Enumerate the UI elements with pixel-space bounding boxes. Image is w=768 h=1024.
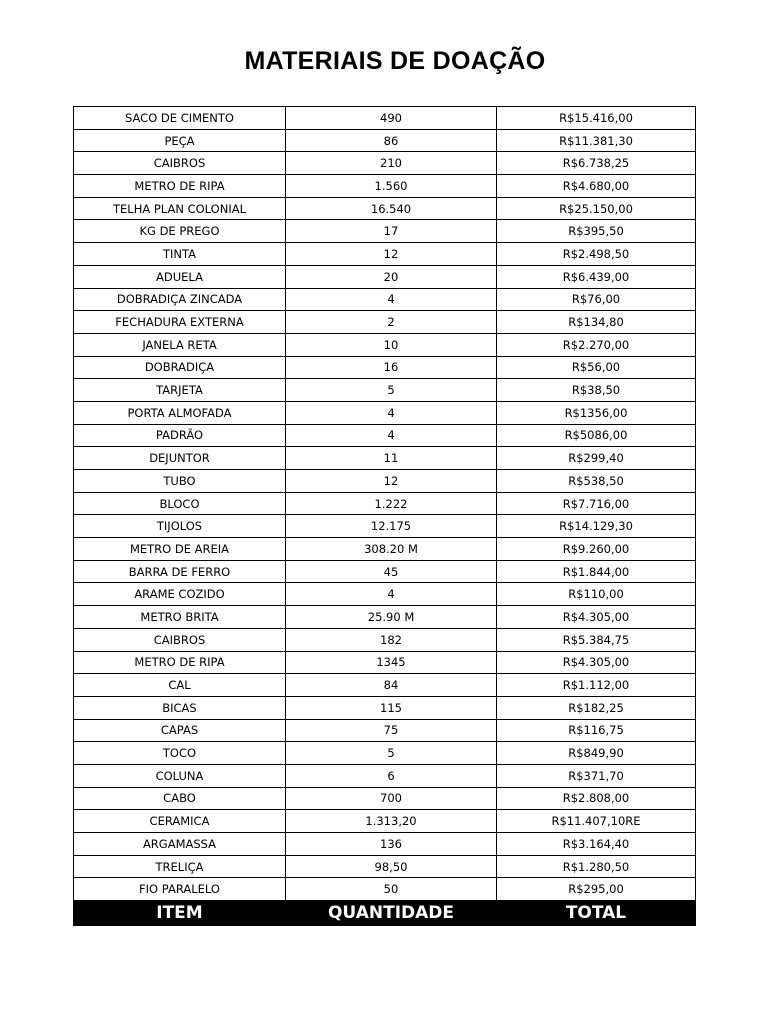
table-row — [74, 583, 696, 606]
total-cell: R$11.407,10RE — [497, 810, 696, 833]
quantity-cell: 98,50 — [286, 855, 497, 878]
total-cell: R$4.305,00 — [497, 606, 696, 629]
quantity-cell: 2 — [286, 311, 497, 334]
table-row — [74, 333, 696, 356]
table-row — [74, 628, 696, 651]
table-row — [74, 470, 696, 493]
item-cell: TRELIÇA — [74, 855, 286, 878]
table-row — [74, 356, 696, 379]
total-cell: R$76,00 — [497, 288, 696, 311]
total-cell: R$295,00 — [497, 878, 696, 901]
total-cell: R$1.112,00 — [497, 674, 696, 697]
quantity-cell: 20 — [286, 265, 497, 288]
total-cell: R$2.498,50 — [497, 243, 696, 266]
total-cell: R$299,40 — [497, 447, 696, 470]
quantity-cell: 10 — [286, 333, 497, 356]
table-row — [74, 833, 696, 856]
total-cell: R$5.384,75 — [497, 628, 696, 651]
table-row — [74, 560, 696, 583]
materials-table — [73, 106, 696, 926]
quantity-cell: 84 — [286, 674, 497, 697]
item-cell: PORTA ALMOFADA — [74, 401, 286, 424]
quantity-cell: 115 — [286, 696, 497, 719]
quantity-cell: 16 — [286, 356, 497, 379]
total-cell: R$56,00 — [497, 356, 696, 379]
total-cell: R$4.305,00 — [497, 651, 696, 674]
total-cell: R$15.416,00 — [497, 107, 696, 130]
quantity-cell: 136 — [286, 833, 497, 856]
total-cell: R$14.129,30 — [497, 515, 696, 538]
table-row — [74, 243, 696, 266]
quantity-cell: 86 — [286, 129, 497, 152]
item-cell: CAL — [74, 674, 286, 697]
table-row — [74, 674, 696, 697]
table-row — [74, 197, 696, 220]
item-cell: DEJUNTOR — [74, 447, 286, 470]
table-row — [74, 719, 696, 742]
table-row — [74, 288, 696, 311]
table-row — [74, 538, 696, 561]
total-cell: R$6.738,25 — [497, 152, 696, 175]
item-cell: METRO DE RIPA — [74, 651, 286, 674]
item-cell: TARJETA — [74, 379, 286, 402]
total-cell: R$849,90 — [497, 742, 696, 765]
quantity-cell: 490 — [286, 107, 497, 130]
item-cell: DOBRADIÇA ZINCADA — [74, 288, 286, 311]
item-cell: BICAS — [74, 696, 286, 719]
quantity-cell: 4 — [286, 288, 497, 311]
quantity-cell: 12.175 — [286, 515, 497, 538]
quantity-cell: 75 — [286, 719, 497, 742]
quantity-cell: 4 — [286, 583, 497, 606]
total-cell: R$1356,00 — [497, 401, 696, 424]
table-row — [74, 787, 696, 810]
total-cell: R$1.844,00 — [497, 560, 696, 583]
table-row — [74, 492, 696, 515]
quantity-cell: 1.313,20 — [286, 810, 497, 833]
table-row — [74, 220, 696, 243]
total-cell: R$25.150,00 — [497, 197, 696, 220]
quantity-cell: 16.540 — [286, 197, 497, 220]
total-cell: R$116,75 — [497, 719, 696, 742]
table-row — [74, 175, 696, 198]
total-cell: R$2.270,00 — [497, 333, 696, 356]
item-cell: BARRA DE FERRO — [74, 560, 286, 583]
quantity-cell: 12 — [286, 243, 497, 266]
table-row — [74, 742, 696, 765]
item-cell: METRO DE RIPA — [74, 175, 286, 198]
quantity-cell: 50 — [286, 878, 497, 901]
quantity-cell: 308.20 M — [286, 538, 497, 561]
table-row — [74, 447, 696, 470]
total-cell: R$538,50 — [497, 470, 696, 493]
total-cell: R$395,50 — [497, 220, 696, 243]
table-row — [74, 810, 696, 833]
total-cell: R$38,50 — [497, 379, 696, 402]
total-cell: R$9.260,00 — [497, 538, 696, 561]
quantity-cell: 6 — [286, 764, 497, 787]
total-cell: R$110,00 — [497, 583, 696, 606]
table-row — [74, 878, 696, 901]
item-cell: TIJOLOS — [74, 515, 286, 538]
item-cell: PADRÃO — [74, 424, 286, 447]
item-cell: COLUNA — [74, 764, 286, 787]
item-cell: METRO BRITA — [74, 606, 286, 629]
table-row — [74, 696, 696, 719]
total-cell: R$11.381,30 — [497, 129, 696, 152]
table-row — [74, 311, 696, 334]
item-cell: ARGAMASSA — [74, 833, 286, 856]
quantity-cell: 25.90 M — [286, 606, 497, 629]
item-cell: CABO — [74, 787, 286, 810]
quantity-cell: 4 — [286, 401, 497, 424]
quantity-cell: 5 — [286, 379, 497, 402]
total-cell: R$3.164,40 — [497, 833, 696, 856]
total-cell: R$2.808,00 — [497, 787, 696, 810]
item-cell: ADUELA — [74, 265, 286, 288]
item-cell: PEÇA — [74, 129, 286, 152]
quantity-cell: 5 — [286, 742, 497, 765]
item-cell: FIO PARALELO — [74, 878, 286, 901]
item-cell: TOCO — [74, 742, 286, 765]
table-row — [74, 379, 696, 402]
quantity-cell: 12 — [286, 470, 497, 493]
table-header-row — [74, 901, 696, 926]
page-title: MATERIAIS DE DOAÇÃO — [244, 47, 546, 75]
total-cell: R$134,80 — [497, 311, 696, 334]
item-cell: CAPAS — [74, 719, 286, 742]
table-row — [74, 265, 696, 288]
total-cell: R$7.716,00 — [497, 492, 696, 515]
item-cell: BLOCO — [74, 492, 286, 515]
table-row — [74, 515, 696, 538]
total-cell: R$6.439,00 — [497, 265, 696, 288]
quantity-cell: 700 — [286, 787, 497, 810]
item-cell: DOBRADIÇA — [74, 356, 286, 379]
table-row — [74, 424, 696, 447]
quantity-cell: 1.560 — [286, 175, 497, 198]
total-cell: R$4.680,00 — [497, 175, 696, 198]
quantity-cell: 11 — [286, 447, 497, 470]
table-row — [74, 129, 696, 152]
item-cell: CERAMICA — [74, 810, 286, 833]
quantity-cell: 1345 — [286, 651, 497, 674]
item-cell: SACO DE CIMENTO — [74, 107, 286, 130]
total-cell: R$1.280,50 — [497, 855, 696, 878]
table-row — [74, 764, 696, 787]
header-total: TOTAL — [497, 901, 696, 926]
table-row — [74, 107, 696, 130]
total-cell: R$5086,00 — [497, 424, 696, 447]
item-cell: KG DE PREGO — [74, 220, 286, 243]
header-quantity: QUANTIDADE — [286, 901, 497, 926]
total-cell: R$182,25 — [497, 696, 696, 719]
quantity-cell: 17 — [286, 220, 497, 243]
table-row — [74, 401, 696, 424]
item-cell: CAIBROS — [74, 628, 286, 651]
table-row — [74, 855, 696, 878]
table-row — [74, 606, 696, 629]
quantity-cell: 210 — [286, 152, 497, 175]
quantity-cell: 1.222 — [286, 492, 497, 515]
item-cell: TINTA — [74, 243, 286, 266]
item-cell: ARAME COZIDO — [74, 583, 286, 606]
total-cell: R$371,70 — [497, 764, 696, 787]
quantity-cell: 45 — [286, 560, 497, 583]
table-row — [74, 651, 696, 674]
item-cell: CAIBROS — [74, 152, 286, 175]
item-cell: JANELA RETA — [74, 333, 286, 356]
table-row — [74, 152, 696, 175]
quantity-cell: 182 — [286, 628, 497, 651]
header-item: ITEM — [74, 901, 286, 926]
item-cell: FECHADURA EXTERNA — [74, 311, 286, 334]
item-cell: TUBO — [74, 470, 286, 493]
item-cell: TELHA PLAN COLONIAL — [74, 197, 286, 220]
item-cell: METRO DE AREIA — [74, 538, 286, 561]
quantity-cell: 4 — [286, 424, 497, 447]
